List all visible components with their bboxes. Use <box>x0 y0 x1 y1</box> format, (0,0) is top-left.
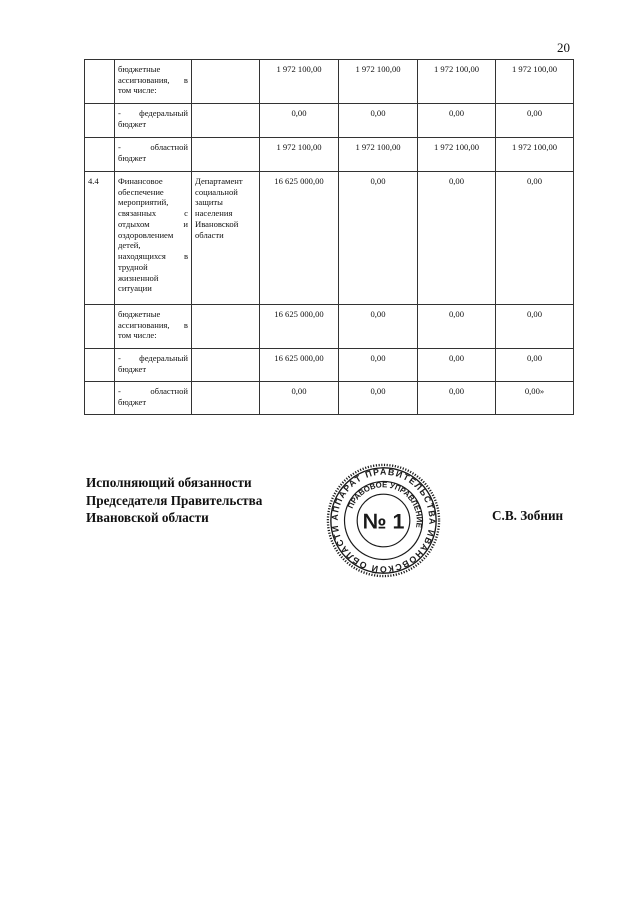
stamp-inner-text: ПРАВОВОЕ УПРАВЛЕНИЕ <box>345 480 424 529</box>
cell-executor <box>192 305 260 349</box>
table-row <box>85 305 574 349</box>
cell-value: 1 972 100,00 <box>496 60 574 104</box>
cell-number <box>85 104 115 138</box>
official-stamp <box>325 462 442 579</box>
cell-value: 16 625 000,00 <box>260 305 339 349</box>
cell-value: 1 972 100,00 <box>496 138 574 172</box>
cell-number <box>85 60 115 104</box>
cell-number <box>85 382 115 415</box>
table-row <box>85 138 574 172</box>
cell-executor: Департамент социальной защиты населения Ивановской области <box>192 172 260 305</box>
cell-value: 0,00 <box>339 172 418 305</box>
cell-value: 0,00 <box>496 104 574 138</box>
cell-executor <box>192 104 260 138</box>
cell-value: 0,00 <box>418 172 496 305</box>
cell-value: 0,00 <box>260 382 339 415</box>
cell-description: Финансовое обеспечение мероприятий, связанных с отдыхом и оздоровлением детей, находящихся в трудной жизненной ситуации <box>115 172 192 305</box>
budget-table <box>84 59 574 415</box>
cell-description: - областной бюджет <box>115 138 192 172</box>
signer-name: С.В. Зобнин <box>492 508 564 523</box>
cell-value: 1 972 100,00 <box>260 60 339 104</box>
cell-value: 0,00 <box>418 349 496 382</box>
signatory-title <box>86 474 262 527</box>
cell-value: 1 972 100,00 <box>339 138 418 172</box>
cell-value: 1 972 100,00 <box>418 138 496 172</box>
cell-value: 0,00» <box>496 382 574 415</box>
cell-executor <box>192 349 260 382</box>
table-row <box>85 382 574 415</box>
signatory-title-line: Ивановской области <box>86 510 209 525</box>
cell-value: 0,00 <box>339 104 418 138</box>
cell-value: 0,00 <box>496 305 574 349</box>
table-row <box>85 60 574 104</box>
page-number: 20 <box>557 40 570 55</box>
cell-number: 4.4 <box>85 172 115 305</box>
cell-value: 0,00 <box>496 172 574 305</box>
cell-value: 1 972 100,00 <box>339 60 418 104</box>
stamp-ring-text: АППАРАТ ПРАВИТЕЛЬСТВА ИВАНОВСКОЙ ОБЛАСТИ <box>329 466 438 575</box>
cell-value: 0,00 <box>418 382 496 415</box>
cell-description: бюджетные ассигнования, в том числе: <box>115 60 192 104</box>
cell-value: 16 625 000,00 <box>260 349 339 382</box>
stamp-number: № 1 <box>362 509 405 534</box>
signatory-title-line: Исполняющий обязанности <box>86 475 252 490</box>
cell-value: 1 972 100,00 <box>260 138 339 172</box>
cell-description: - федеральный бюджет <box>115 104 192 138</box>
cell-executor <box>192 382 260 415</box>
cell-number <box>85 349 115 382</box>
cell-value: 0,00 <box>418 104 496 138</box>
cell-value: 0,00 <box>418 305 496 349</box>
cell-value: 0,00 <box>339 305 418 349</box>
cell-value: 16 625 000,00 <box>260 172 339 305</box>
cell-executor <box>192 138 260 172</box>
cell-value: 0,00 <box>260 104 339 138</box>
signatory-title-line: Председателя Правительства <box>86 492 263 508</box>
table-row <box>85 349 574 382</box>
table-row <box>85 172 574 305</box>
cell-description: - федеральный бюджет <box>115 349 192 382</box>
cell-value: 0,00 <box>339 382 418 415</box>
cell-value: 0,00 <box>339 349 418 382</box>
cell-number <box>85 138 115 172</box>
cell-value: 0,00 <box>496 349 574 382</box>
cell-value: 1 972 100,00 <box>418 60 496 104</box>
cell-description: - областной бюджет <box>115 382 192 415</box>
table-row <box>85 104 574 138</box>
cell-number <box>85 305 115 349</box>
cell-description: бюджетные ассигнования, в том числе: <box>115 305 192 349</box>
cell-executor <box>192 60 260 104</box>
